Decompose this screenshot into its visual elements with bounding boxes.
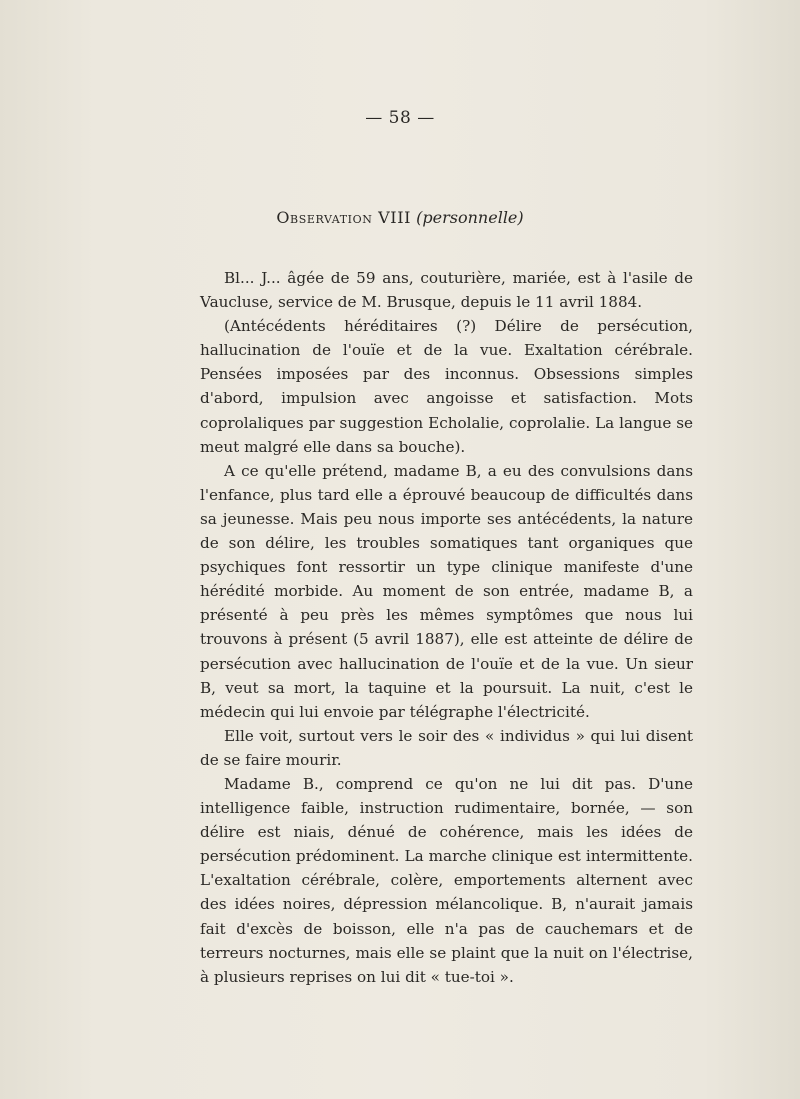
paragraph: (Antécédents héréditaires (?) Délire de persécution, hallucination de l'ouïe et de la vue. Exaltation cérébrale. Pensées imposées par des inconnus. Obsessions simples d'abord, impulsion avec angoisse et satisfaction. Mots coprolaliques par suggestion Echolalie, coprolalie. La langue se meut malgré elle dans sa bouche). [200,317,693,456]
paragraph: A ce qu'elle prétend, madame B, a eu des convulsions dans l'enfance, plus tard elle a éprouvé beaucoup de difficultés dans sa jeunesse. Mais peu nous importe ses antécédents, la nature de son délire, les troubles somatiques tant organiques que psychiques font ressortir un type clinique manifeste d'une hérédité morbide. Au moment de son entrée, madame B, a présenté à peu près les mêmes symptômes que nous lui trouvons à présent (5 avril 1887), elle est atteinte de délire de persécution avec hallucination de l'ouïe et de la vue. Un sieur B, veut sa mort, la taquine et la poursuit. La nuit, c'est le médecin qui lui envoie par télégraphe l'électricité. [200,461,693,721]
paragraph: Elle voit, surtout vers le soir des « individus » qui lui disent de se faire mourir. [200,726,693,769]
paragraph: Madame B., comprend ce qu'on ne lui dit pas. D'une intelligence faible, instruction rudimentaire, bornée, — son délire est niais, dénué de cohérence, mais les idées de persécution prédominent. La marche clinique est intermittente. L'exaltation cérébrale, colère, emportements alternent avec des idées noires, dépression mélancolique. B, n'aurait jamais fait d'excès de boisson, elle n'a pas de cauchemars et de terreurs nocturnes, mais elle se plaint que la nuit on l'électrise, à plusieurs reprises on lui dit « tue-toi ». [200,774,693,986]
paragraph: Bl... J... âgée de 59 ans, couturière, mariée, est à l'asile de Vaucluse, service de M. Brusque, depuis le 11 avril 1884. [200,269,693,312]
heading-label: Observation VIII [276,208,412,227]
page-number: — 58 — [365,108,435,128]
heading-note: (personnelle) [416,208,524,227]
section-heading [0,208,800,227]
body-text [200,266,693,989]
